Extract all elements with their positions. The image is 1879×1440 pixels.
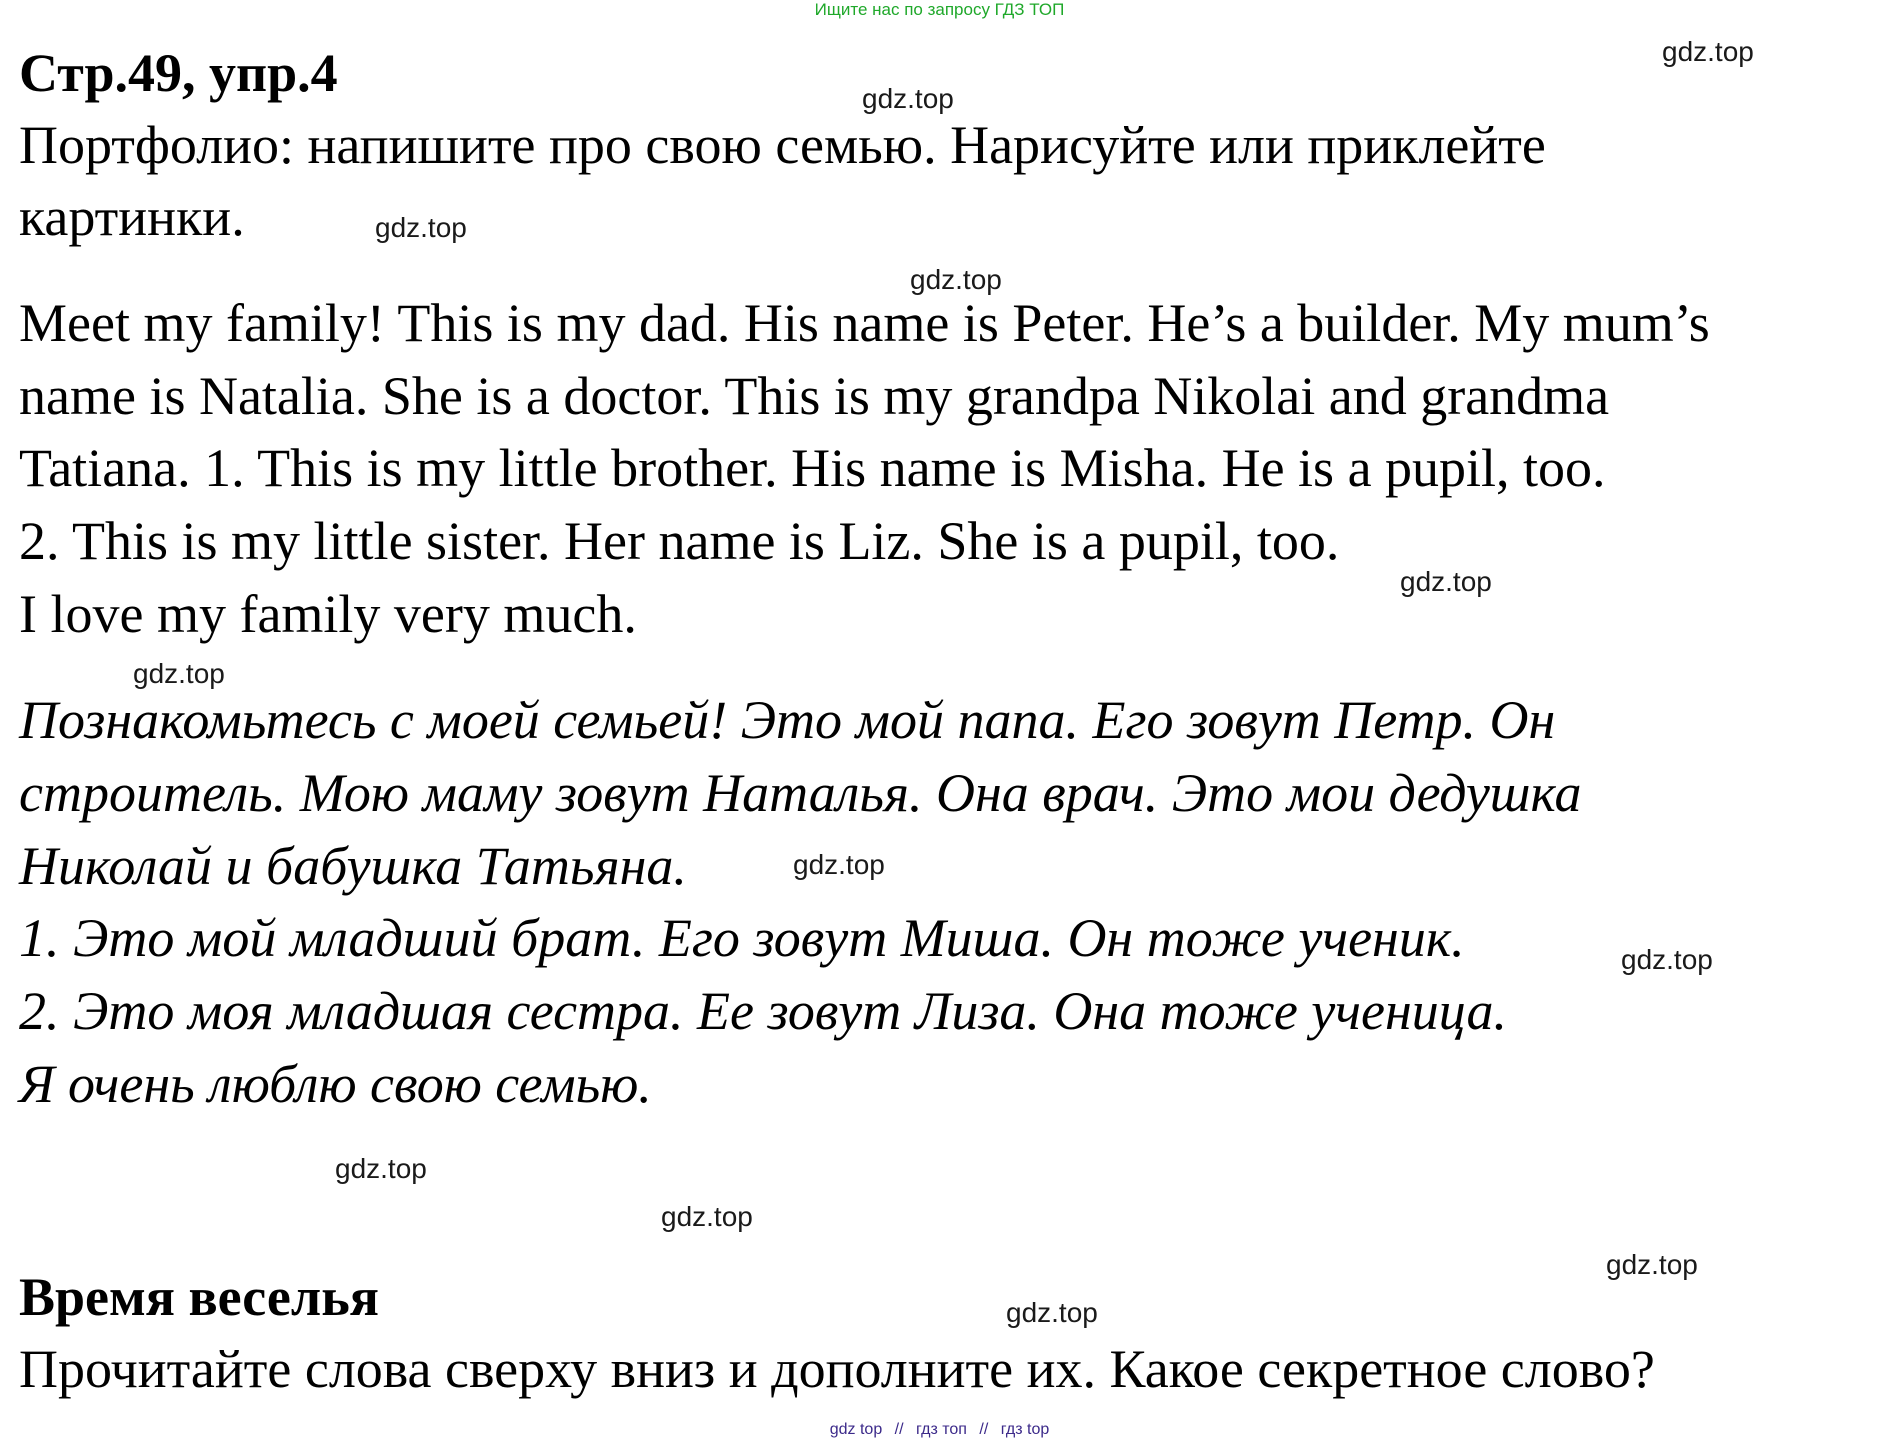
russian-line-5: 2. Это моя младшая сестра. Ее зовут Лиза. Она тоже ученица. (19, 981, 1507, 1041)
watermark: gdz.top (1621, 944, 1713, 975)
english-line-4: 2. This is my little sister. Her name is Liz. She is a pupil, too. (19, 511, 1340, 571)
section-title: Время веселья (19, 1267, 379, 1327)
english-line-5: I love my family very much. (19, 584, 637, 644)
bottom-link-gdz-top-ru[interactable]: гдз топ (916, 1421, 967, 1438)
watermark: gdz.top (1662, 36, 1754, 67)
watermark: gdz.top (793, 849, 885, 880)
task-line-2: картинки. (19, 187, 245, 247)
bottom-links (0, 1421, 1879, 1439)
english-line-2: name is Natalia. She is a doctor. This is my grandpa Nikolai and grandma (19, 366, 1610, 426)
watermark: gdz.top (1006, 1297, 1098, 1328)
russian-line-4: 1. Это мой младший брат. Его зовут Миша. Он тоже ученик. (19, 908, 1465, 968)
watermark: gdz.top (1400, 566, 1492, 597)
section-text: Прочитайте слова сверху вниз и дополните их. Какое секретное слово? (19, 1339, 1655, 1399)
russian-line-3: Николай и бабушка Татьяна. (19, 836, 687, 896)
bottom-link-separator: // (894, 1421, 904, 1438)
russian-line-6: Я очень люблю свою семью. (19, 1054, 652, 1114)
watermark: gdz.top (910, 264, 1002, 295)
russian-line-1: Познакомьтесь с моей семьей! Это мой папа. Его зовут Петр. Он (19, 690, 1556, 750)
top-banner: Ищите нас по запросу ГДЗ ТОП (814, 0, 1065, 19)
russian-line-2: строитель. Мою маму зовут Наталья. Она врач. Это мои дедушка (19, 763, 1582, 823)
bottom-link-gdz-top[interactable]: gdz top (829, 1421, 883, 1438)
watermark: gdz.top (133, 658, 225, 689)
bottom-link-separator: // (979, 1421, 989, 1438)
watermark: gdz.top (375, 212, 467, 243)
watermark: gdz.top (335, 1153, 427, 1184)
watermark: gdz.top (661, 1201, 753, 1232)
task-line-1: Портфолио: напишите про свою семью. Нарисуйте или приклейте (19, 115, 1546, 175)
page-title: Стр.49, упр.4 (19, 43, 338, 103)
bottom-link-gdz-top-mixed[interactable]: гдз top (1000, 1421, 1050, 1438)
english-line-3: Tatiana. 1. This is my little brother. His name is Misha. He is a pupil, too. (19, 438, 1606, 498)
watermark: gdz.top (1606, 1249, 1698, 1280)
english-line-1: Meet my family! This is my dad. His name is Peter. He’s a builder. My mum’s (19, 293, 1710, 353)
watermark: gdz.top (862, 83, 954, 114)
